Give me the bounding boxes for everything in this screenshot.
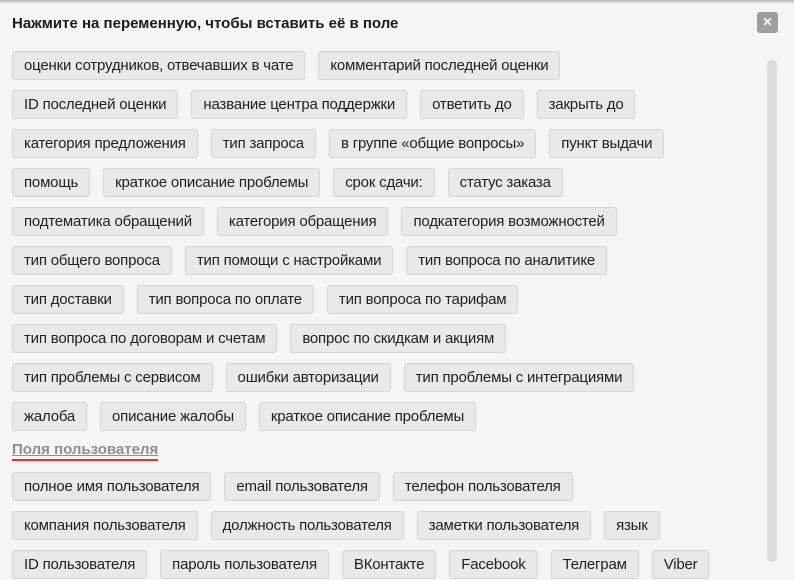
variable-chip[interactable]: тип общего вопроса (12, 246, 172, 275)
chip-row (12, 402, 764, 431)
variable-chip[interactable]: краткое описание проблемы (103, 168, 320, 197)
chip-row (12, 324, 764, 353)
chip-row (12, 550, 764, 579)
variable-chip[interactable]: помощь (12, 168, 90, 197)
variable-chip[interactable]: название центра поддержки (191, 90, 407, 119)
chip-row (12, 90, 764, 119)
chip-row (12, 246, 764, 275)
variable-chip[interactable]: категория предложения (12, 129, 198, 158)
variable-chip[interactable]: тип проблемы с интеграциями (404, 363, 635, 392)
variable-chip[interactable]: ответить до (420, 90, 524, 119)
variable-chip[interactable]: ошибки авторизации (226, 363, 391, 392)
variable-chip[interactable]: в группе «общие вопросы» (329, 129, 536, 158)
variable-chip[interactable]: тип вопроса по тарифам (327, 285, 519, 314)
chip-row (12, 168, 764, 197)
variable-chip[interactable]: тип помощи с настройками (185, 246, 393, 275)
variable-chip[interactable]: должность пользователя (211, 511, 404, 540)
variable-chip[interactable]: Facebook (449, 550, 537, 579)
variable-chip[interactable]: закрыть до (537, 90, 636, 119)
chip-row (12, 363, 764, 392)
variable-chip[interactable]: вопрос по скидкам и акциям (290, 324, 506, 353)
variable-chip[interactable]: краткое описание проблемы (259, 402, 476, 431)
chip-row (12, 51, 764, 80)
chip-row (12, 511, 764, 540)
chip-row (12, 285, 764, 314)
scrollbar[interactable] (766, 0, 780, 580)
close-icon[interactable]: ✕ (757, 12, 778, 33)
scrollbar-thumb[interactable] (767, 60, 777, 562)
variable-chip[interactable]: тип доставки (12, 285, 124, 314)
variable-chip[interactable]: подтематика обращений (12, 207, 204, 236)
variable-chip[interactable]: тип вопроса по аналитике (406, 246, 607, 275)
variable-chip[interactable]: тип запроса (211, 129, 316, 158)
variable-chip[interactable]: тип проблемы с сервисом (12, 363, 213, 392)
variable-chip[interactable]: заметки пользователя (417, 511, 591, 540)
variable-chip[interactable]: тип вопроса по оплате (137, 285, 314, 314)
variable-chip[interactable]: тип вопроса по договорам и счетам (12, 324, 277, 353)
user-fields-heading-row (12, 441, 764, 461)
variable-chip[interactable]: оценки сотрудников, отвечавших в чате (12, 51, 305, 80)
variable-chip[interactable]: категория обращения (217, 207, 389, 236)
chip-row (12, 472, 764, 501)
variable-chip[interactable]: подкатегория возможностей (401, 207, 616, 236)
variables-list (0, 51, 794, 579)
variable-chip[interactable]: жалоба (12, 402, 87, 431)
variable-chip[interactable]: пункт выдачи (549, 129, 664, 158)
variable-chip[interactable]: полное имя пользователя (12, 472, 211, 501)
variable-chip[interactable]: статус заказа (448, 168, 563, 197)
variable-chip[interactable]: ВКонтакте (342, 550, 436, 579)
chip-row (12, 207, 764, 236)
variable-chip[interactable]: ID пользователя (12, 550, 147, 579)
variable-chip[interactable]: срок сдачи: (333, 168, 434, 197)
variable-chip[interactable]: описание жалобы (100, 402, 246, 431)
variable-chip[interactable]: компания пользователя (12, 511, 198, 540)
variable-chip[interactable]: комментарий последней оценки (318, 51, 560, 80)
user-fields-section-link[interactable]: Поля пользователя (12, 441, 158, 461)
variable-chip[interactable]: ID последней оценки (12, 90, 178, 119)
variable-chip[interactable]: пароль пользователя (160, 550, 329, 579)
variable-chip[interactable]: телефон пользователя (393, 472, 573, 501)
variable-chip[interactable]: email пользователя (224, 472, 379, 501)
variable-chip[interactable]: Viber (652, 550, 710, 579)
variable-chip[interactable]: язык (604, 511, 660, 540)
chip-row (12, 129, 764, 158)
dialog-title: Нажмите на переменную, чтобы вставить её в поле (12, 15, 399, 32)
variable-chip[interactable]: Телеграм (551, 550, 639, 579)
